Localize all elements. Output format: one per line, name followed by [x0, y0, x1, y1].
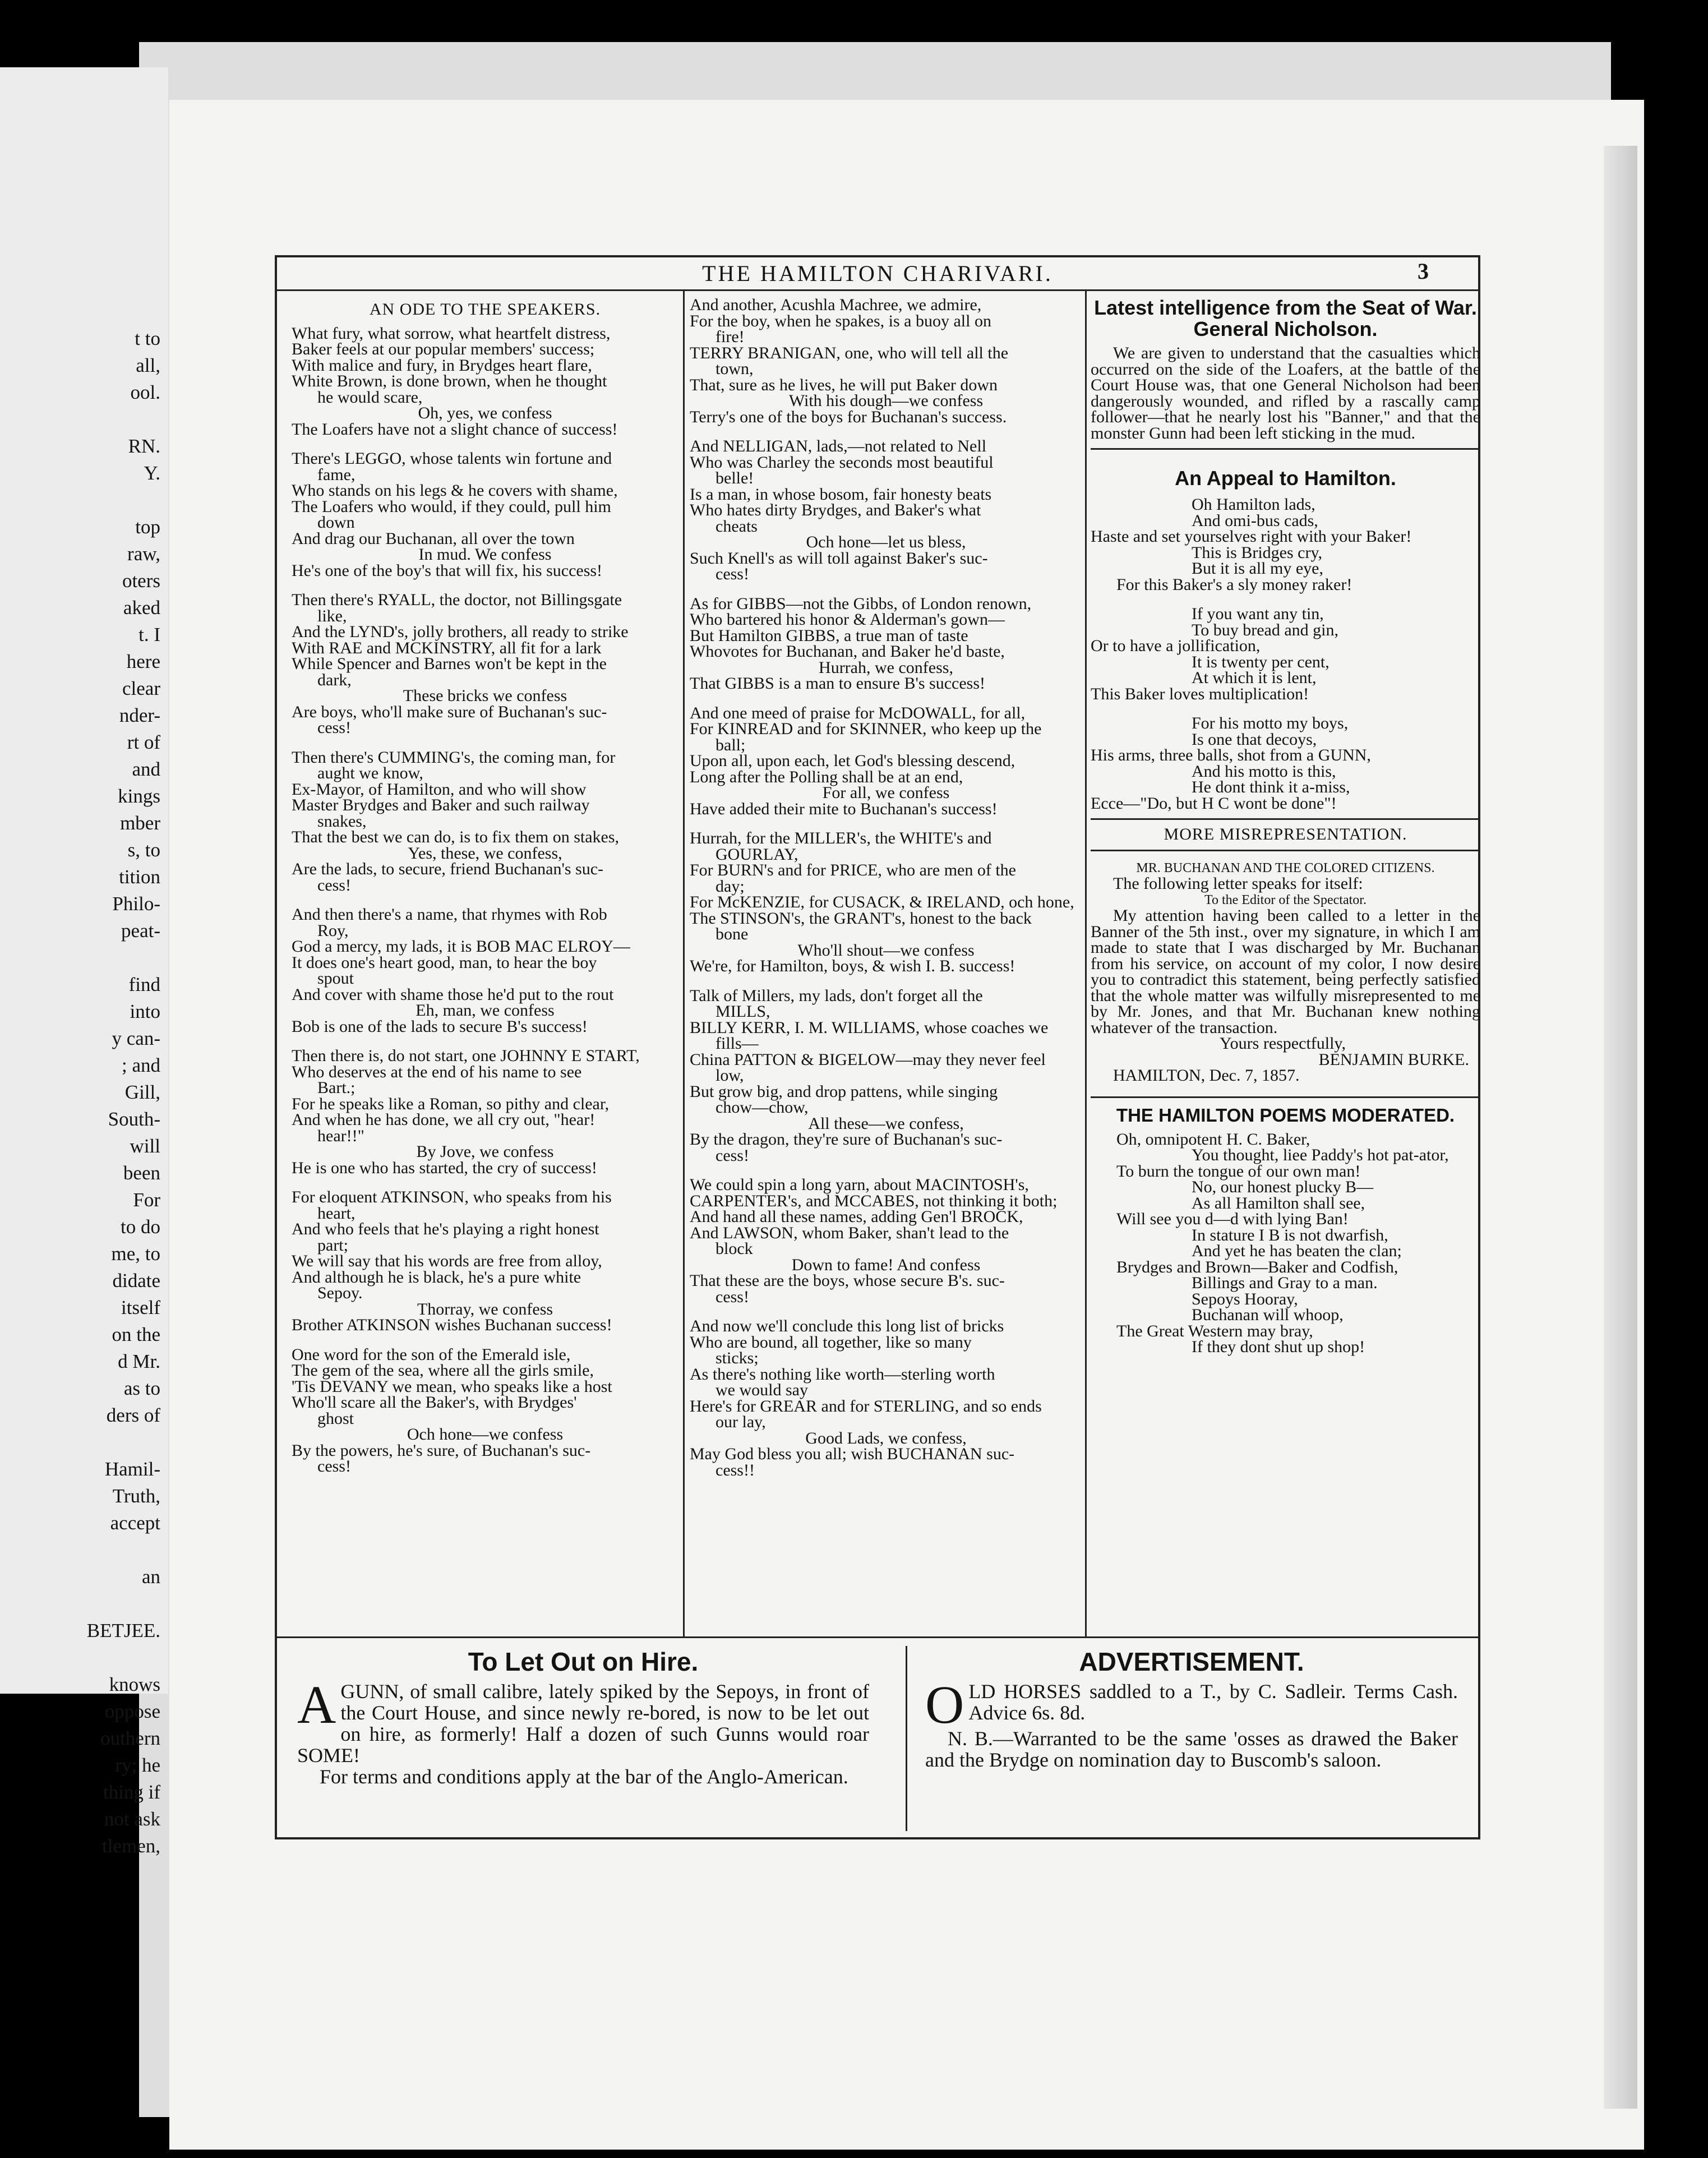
horse-ad [925, 1646, 1458, 1770]
verse-line: While Spencer and Barnes won't be kept in the [292, 654, 607, 673]
fragment-line: s, to [127, 839, 160, 861]
verse-line: Talk of Millers, my lads, don't forget all the [690, 986, 983, 1005]
verse-line: ghost [317, 1409, 354, 1428]
advertisements [297, 1646, 1475, 1828]
page-edge-shadow [1604, 146, 1637, 2109]
verse-line: This is Bridges cry, [1192, 543, 1323, 562]
verse-line: low, [715, 1066, 744, 1085]
verse-line: Och hone—let us bless, [806, 533, 966, 551]
misrep-heading: MORE MISREPRESENTATION. [1164, 825, 1407, 843]
fragment-line: ry; he [115, 1754, 160, 1776]
fragment-line: Philo- [112, 893, 160, 915]
verse-line: Is a man, in whose bosom, fair honesty beats [690, 485, 992, 504]
verse-line: China PATTON & BIGELOW—may they never feel [690, 1050, 1046, 1069]
fragment-line [0, 1644, 168, 1671]
verse-line: The STINSON's, the GRANT's, honest to the back [690, 909, 1032, 928]
hire-text: GUNN, of small calibre, lately spiked by the Sepoys, in front of the Court House, and since newly re-bored, is now to be let out on hire, as formerly! Half a dozen of such Gunns would roar SOME! [297, 1680, 869, 1767]
verse-line: spout [317, 969, 354, 988]
verse-line: And yet he has beaten the clan; [1192, 1242, 1402, 1260]
verse-line: In mud. We confess [418, 545, 552, 564]
ode-continued-column [690, 297, 1082, 1478]
fragment-line: nder- [119, 704, 160, 726]
column-rule-2 [1085, 290, 1087, 1636]
verse-line: For this Baker's a sly money raker! [1116, 575, 1352, 594]
verse-line: Thorray, we confess [417, 1299, 553, 1318]
fragment-line: been [123, 1162, 160, 1184]
fragment-line: on the [112, 1324, 160, 1345]
fragment-line: aked [123, 597, 160, 619]
verse-line: No, our honest plucky B— [1192, 1178, 1374, 1196]
verse-line: And his motto is this, [1192, 762, 1336, 781]
verse-line: And cover with shame those he'd put to the rout [292, 985, 614, 1004]
verse-line: fire! [715, 328, 745, 346]
verse-line: cess! [715, 565, 749, 583]
appeal-heading: An Appeal to Hamilton. [1175, 467, 1396, 490]
verse-line: Hurrah, we confess, [819, 658, 953, 677]
verse-line: Brydges and Brown—Baker and Codfish, [1116, 1257, 1398, 1276]
verse-line: part; [317, 1235, 348, 1255]
verse-line: One word for the son of the Emerald isle, [292, 1345, 571, 1364]
verse-line: And the LYND's, jolly brothers, all ready to strike [292, 622, 629, 641]
verse-line: Whovotes for Buchanan, and Baker he'd baste, [690, 642, 1005, 661]
poems-moderated [1091, 1105, 1480, 1355]
fragment-line: to do [121, 1216, 160, 1238]
verse-line: The Loafers who would, if they could, pull him [292, 497, 611, 516]
verse-line: He is one who has started, the cry of success! [292, 1158, 597, 1177]
verse-line: Who hates dirty Brydges, and Baker's what [690, 501, 981, 519]
verse-line: Have added their mite to Buchanan's success! [690, 799, 998, 818]
verse-line: we would say [715, 1381, 808, 1399]
verse-line: bone [715, 925, 749, 943]
verse-line: And NELLIGAN, lads,—not related to Nell [690, 437, 987, 455]
verse-line: White Brown, is done brown, when he thought [292, 372, 607, 390]
ode-continued-verses [690, 297, 1082, 1478]
verse-line: And then there's a name, that rhymes with Rob [292, 905, 607, 924]
verse-line: Roy, [317, 921, 349, 940]
verse-line: Oh Hamilton lads, [1192, 495, 1315, 514]
verse-line: cess! [715, 1146, 749, 1165]
verse-line: The gem of the sea, where all the girls smile, [292, 1361, 594, 1380]
fragment-line: ders of [106, 1404, 160, 1426]
page-number: 3 [1418, 259, 1429, 284]
verse-line: Eh, man, we confess [416, 1001, 555, 1020]
misrepresentation-letter [1091, 827, 1480, 1084]
verse-line: What fury, what sorrow, what heartfelt distress, [292, 324, 611, 343]
verse-line: Sepoys Hooray, [1192, 1289, 1298, 1308]
verse-line: Who was Charley the seconds most beautiful [690, 453, 994, 472]
ads-column-rule [906, 1646, 907, 1831]
poems-heading: THE HAMILTON POEMS MODERATED. [1116, 1104, 1455, 1126]
fragment-line: oters [122, 570, 160, 592]
verse-line: he would scare, [317, 388, 423, 407]
verse-line: For his motto my boys, [1192, 714, 1349, 732]
fragment-line: here [126, 651, 160, 672]
misrep-salutation: To the Editor of the Spectator. [1204, 892, 1367, 907]
ads-top-rule [276, 1636, 1479, 1638]
verse-line: Och hone—we confess [407, 1425, 564, 1444]
advert-body [925, 1675, 1458, 1735]
verse-line: The Loafers have not a slight chance of success! [292, 419, 618, 439]
verse-line: He dont think it a-miss, [1192, 778, 1350, 796]
hire-body [297, 1675, 869, 1767]
fragment-line: itself [121, 1297, 160, 1318]
verse-line: chow—chow, [715, 1098, 809, 1117]
fragment-line: raw, [127, 543, 160, 565]
verse-line: sticks; [715, 1349, 759, 1367]
advert-dropcap: O [925, 1675, 964, 1735]
fragment-line: clear [122, 677, 160, 699]
verse-line: And although he is black, he's a pure white [292, 1267, 581, 1286]
verse-line: These bricks we confess [403, 686, 567, 705]
fragment-line: South- [108, 1108, 160, 1130]
left-page-text [0, 325, 168, 1860]
verse-line: Bob is one of the lads to secure B's success! [292, 1017, 588, 1036]
verse-line: Baker feels at our popular members' success; [292, 340, 595, 358]
verse-line: And now we'll conclude this long list of bricks [690, 1317, 1004, 1335]
verse-line: By Jove, we confess [416, 1142, 554, 1161]
advert-text: LD HORSES saddled to a T., by C. Sadleir. Terms Cash. Advice 6s. 8d. [968, 1680, 1458, 1724]
fragment-line: Truth, [112, 1485, 160, 1507]
fragment-line: t. I [139, 624, 160, 645]
verse-line: Here's for GREAR and for STERLING, and so ends [690, 1396, 1042, 1415]
verse-line: heart, [317, 1204, 356, 1223]
appeal-verses [1091, 497, 1480, 811]
verse-line: For eloquent ATKINSON, who speaks from his [292, 1188, 612, 1206]
verse-line: By the dragon, they're sure of Buchanan's suc- [690, 1130, 1003, 1149]
war-body: We are given to understand that the casualties which occurred on the side of the Loafers, at the battle of the Court House was, that one General Nicholson had been dangerously wounded, and rifled by a rascally camp follower—that he nearly lost his "Banner," and that the monster Gunn had been left sticking in the mud. [1091, 344, 1480, 442]
fragment-line: ; and [121, 1054, 160, 1076]
verse-line: Then there's CUMMING's, the coming man, for [292, 748, 616, 767]
verse-line: He's one of the boy's that will fix, his success! [292, 561, 603, 580]
divider [1091, 1096, 1480, 1098]
verse-line: TERRY BRANIGAN, one, who will tell all the [690, 343, 1009, 362]
fragment-line: tlemen, [102, 1835, 160, 1857]
fragment-line: Y. [144, 462, 160, 484]
verse-line: Billings and Gray to a man. [1192, 1274, 1378, 1292]
ode-verses [292, 326, 678, 1475]
divider [1091, 448, 1480, 450]
verse-line: As there's nothing like worth—sterling worth [690, 1364, 995, 1384]
misrep-dateline: HAMILTON, Dec. 7, 1857. [1113, 1066, 1300, 1085]
fragment-line: not ask [104, 1808, 160, 1830]
fragment-line: thing if [103, 1781, 160, 1803]
verse-line: If you want any tin, [1192, 605, 1324, 623]
verse-line: To buy bread and gin, [1192, 620, 1339, 639]
war-article [1091, 297, 1480, 441]
stanza-break [690, 692, 1082, 706]
column-rule-1 [683, 290, 685, 1636]
fragment-line [0, 406, 168, 433]
verse-line: For he speaks like a Roman, so pithy and clear, [292, 1094, 610, 1113]
verse-line: His arms, three balls, shot from a GUNN, [1091, 746, 1371, 764]
verse-line: There's LEGGO, whose talents win fortune and [292, 449, 612, 468]
misrep-intro: The following letter speaks for itself: [1113, 874, 1363, 893]
verse-line: Ecce—"Do, but H C wont be done"! [1091, 794, 1337, 813]
stanza-break [292, 736, 678, 750]
verse-line: Are the lads, to secure, friend Buchanan's suc- [292, 860, 604, 878]
war-subheading: General Nicholson. [1193, 317, 1378, 340]
verse-line: With RAE and MCKINSTRY, all fit for a lark [292, 638, 602, 657]
verse-line: We could spin a long yarn, about MACINTOSH's, [690, 1175, 1029, 1194]
fragment-line: BETJEE. [86, 1620, 160, 1641]
verse-line: Who deserves at the end of his name to see [292, 1062, 582, 1081]
verse-line: cess! [317, 718, 351, 737]
verse-line: And drag our Buchanan, all over the town [292, 529, 575, 548]
stanza-break [690, 975, 1082, 988]
verse-line: Haste and set yourselves right with your Baker! [1091, 527, 1412, 546]
verse-line: And who feels that he's playing a right honest [292, 1220, 599, 1238]
verse-line: We're, for Hamilton, boys, & wish I. B. success! [690, 957, 1015, 975]
fragment-line: t to [135, 328, 160, 349]
misrep-body: My attention having been called to a letter in the Banner of the 5th inst., over my signature, in which I am made to state that I was discharged by Mr. Buchanan from his service, on account of my color, I now desire you to contradict this statement, being perfectly satisfied that the whole matter was wilfully misrepresented to me by Mr. Jones, and that Mr. Buchanan knew nothing whatever of the transaction. [1091, 906, 1480, 1037]
misrep-closing: Yours respectfully, [1220, 1034, 1346, 1053]
verse-line: Then there is, do not start, one JOHNNY E START, [292, 1046, 640, 1065]
verse-line: Master Brydges and Baker and such railway [292, 796, 590, 814]
verse-line: And omi-bus cads, [1192, 511, 1318, 530]
hire-terms: For terms and conditions apply at the bar of the Anglo-American. [320, 1765, 848, 1788]
verse-line: ball; [715, 735, 746, 754]
fragment-line: me, to [111, 1243, 160, 1265]
fragment-line: find [128, 974, 160, 995]
fragment-line: kings [118, 785, 160, 807]
war-heading: Latest intelligence from the Seat of War. [1094, 296, 1477, 319]
verse-line: Are boys, who'll make sure of Buchanan's suc- [292, 702, 607, 721]
fragment-line: into [130, 1000, 160, 1022]
fragment-line: ool. [130, 381, 160, 403]
verse-line: cheats [715, 517, 758, 536]
fragment-line: didate [112, 1270, 160, 1292]
newspaper-title: THE HAMILTON CHARIVARI. [702, 261, 1053, 286]
verse-line: Or to have a jollification, [1091, 637, 1261, 655]
verse-line: Brother ATKINSON wishes Buchanan success! [292, 1316, 612, 1334]
verse-line: BILLY KERR, I. M. WILLIAMS, whose coaches we [690, 1018, 1049, 1037]
verse-line: town, [715, 359, 754, 378]
misrep-subheading: MR. BUCHANAN AND THE COLORED CITIZENS. [1136, 860, 1435, 875]
verse-line: snakes, [317, 811, 367, 831]
advert-note: N. B.—Warranted to be the same 'osses as drawed the Baker and the Brydge on nomination day to Buscomb's saloon. [925, 1727, 1458, 1771]
verse-line: aught we know, [317, 764, 423, 782]
fragment-line: an [141, 1566, 160, 1588]
verse-line: fills— [715, 1034, 759, 1053]
verse-line: Terry's one of the boys for Buchanan's success. [690, 407, 1007, 426]
verse-line: belle! [715, 469, 754, 487]
verse-line: Who'll scare all the Baker's, with Brydges' [292, 1393, 577, 1412]
verse-line: For the boy, when he spakes, is a buoy all on [690, 311, 991, 330]
verse-line: hear!!" [317, 1126, 364, 1145]
verse-line: Sepoy. [317, 1284, 363, 1302]
fragment-line: rt of [127, 731, 160, 753]
ode-heading: AN ODE TO THE SPEAKERS. [369, 300, 601, 319]
verse-line: And one meed of praise for McDOWALL, for all, [690, 703, 1026, 722]
verse-line: By the powers, he's sure, of Buchanan's suc- [292, 1441, 591, 1460]
verse-line: cess! [317, 875, 351, 894]
fragment-line: tition [119, 866, 160, 888]
divider [1091, 850, 1480, 851]
hire-ad [297, 1646, 869, 1787]
verse-line: And when he has done, we all cry out, "hear! [292, 1110, 596, 1129]
verse-line: fame, [317, 465, 356, 484]
verse-line: To burn the tongue of our own man! [1116, 1161, 1361, 1181]
verse-line: Is one that decoys, [1192, 730, 1317, 749]
verse-line: like, [317, 606, 347, 625]
fragment-line [0, 1537, 168, 1564]
verse-line: The Great Western may bray, [1116, 1321, 1313, 1340]
verse-line: But it is all my eye, [1192, 559, 1323, 578]
verse-line: Will see you d—d with lying Ban! [1116, 1210, 1349, 1228]
verse-line: As all Hamilton shall see, [1192, 1193, 1365, 1212]
fragment-line: RN. [128, 435, 160, 457]
verse-line: In stature I B is not dwarfish, [1192, 1225, 1388, 1244]
verse-line: down [317, 513, 355, 532]
fragment-line [0, 1429, 168, 1456]
fragment-line: oppose [104, 1700, 160, 1722]
verse-line: Who stands on his legs & he covers with shame, [292, 481, 618, 500]
fragment-line: knows [109, 1673, 160, 1695]
divider [1091, 818, 1480, 820]
verse-line: cess!! [715, 1460, 755, 1479]
ode-column [292, 302, 678, 1475]
verse-line: With his dough—we confess [788, 391, 984, 410]
appeal-poem [1091, 468, 1480, 811]
verse-line: And LAWSON, whom Baker, shan't lead to the [690, 1223, 1009, 1242]
verse-line: We will say that his words are free from alloy, [292, 1252, 602, 1270]
hire-heading: To Let Out on Hire. [468, 1647, 699, 1676]
verse-line: Hurrah, for the MILLER's, the WHITE's and [690, 829, 992, 847]
advert-heading: ADVERTISEMENT. [1079, 1647, 1304, 1676]
verse-line: You thought, liee Paddy's hot pat-ator, [1192, 1146, 1449, 1164]
verse-line: Yes, these, we confess, [408, 843, 562, 863]
fragment-line: Gill, [124, 1081, 160, 1103]
verse-line: But Hamilton GIBBS, a true man of taste [690, 626, 968, 645]
misrep-signature: BENJAMIN BURKE. [1318, 1050, 1469, 1069]
verse-line: MILLS, [715, 1002, 770, 1021]
verse-line: Oh, yes, we confess [418, 404, 552, 422]
verse-line: God a mercy, my lads, it is BOB MAC ELROY— [292, 937, 630, 956]
fragment-line [0, 944, 168, 971]
fragment-line: Hamil- [104, 1458, 160, 1480]
fragment-line: outhern [100, 1727, 160, 1749]
verse-line: It does one's heart good, man, to hear the boy [292, 953, 597, 972]
verse-line: cess! [715, 1287, 749, 1306]
fragment-line: For [133, 1189, 160, 1211]
verse-line: cess! [317, 1457, 351, 1475]
verse-line: For all, we confess [822, 783, 950, 802]
verse-line: May God bless you all; wish BUCHANAN suc- [690, 1445, 1015, 1463]
verse-line: Ex-Mayor, of Hamilton, and who will show [292, 780, 587, 799]
verse-line: Such Knell's as will toll against Baker's suc- [690, 548, 988, 568]
verse-line: day; [715, 877, 745, 896]
verse-line: That the best we can do, is to fix them on stakes, [292, 828, 620, 846]
verse-line: This Baker loves multiplication! [1091, 684, 1309, 703]
verse-line: For KINREAD and for SKINNER, who keep up the [690, 720, 1042, 738]
verse-line: Buchanan will whoop, [1192, 1306, 1344, 1324]
verse-line: It is twenty per cent, [1192, 652, 1330, 671]
verse-line: Then there's RYALL, the doctor, not Billingsgate [292, 591, 622, 609]
verse-line: But grow big, and drop pattens, while singing [690, 1082, 998, 1101]
verse-line: Bart.; [317, 1078, 356, 1097]
verse-line: Oh, omnipotent H. C. Baker, [1116, 1129, 1310, 1149]
verse-line: With malice and fury, in Brydges heart flare, [292, 356, 592, 375]
verse-line: At which it is lent, [1192, 668, 1317, 687]
fragment-line [0, 487, 168, 514]
verse-line: GOURLAY, [715, 845, 798, 864]
fragment-line: accept [110, 1512, 160, 1534]
verse-line: dark, [317, 670, 352, 689]
fragment-line: and [132, 758, 160, 780]
fragment-line: mber [120, 812, 160, 834]
verse-line: And another, Acushla Machree, we admire, [690, 296, 982, 314]
verse-line: our lay, [715, 1413, 766, 1431]
verse-line: If they dont shut up shop! [1192, 1338, 1365, 1356]
verse-line: For McKENZIE, for CUSACK, & IRELAND, och hone, [690, 893, 1074, 911]
fragment-line: all, [136, 354, 160, 376]
poems-verses [1091, 1129, 1480, 1356]
hire-dropcap: A [297, 1675, 336, 1735]
fragment-line: as to [123, 1377, 160, 1399]
verse-line: Down to fame! And confess [791, 1255, 981, 1274]
fragment-line [0, 1590, 168, 1617]
left-page-fragment [0, 67, 168, 1857]
fragment-line: top [135, 516, 160, 538]
running-header [276, 257, 1479, 291]
stanza-break [690, 583, 1082, 596]
fragment-line: will [130, 1135, 160, 1157]
verse-line: Upon all, upon each, let God's blessing descend, [690, 751, 1015, 770]
stanza-break [292, 1334, 678, 1347]
verse-line: As for GIBBS—not the Gibbs, of London renown, [690, 594, 1032, 613]
fragment-line: peat- [121, 920, 160, 942]
verse-line: block [715, 1239, 753, 1258]
fragment-line: d Mr. [118, 1350, 160, 1372]
verse-line: 'Tis DEVANY we mean, who speaks like a host [292, 1377, 612, 1396]
fragment-line: y can- [112, 1027, 160, 1049]
verse-line: That these are the boys, whose secure B's. suc- [690, 1271, 1005, 1290]
verse-line: That, sure as he lives, he will put Baker down [690, 375, 998, 394]
verse-line: Long after the Polling shall be at an end, [690, 767, 963, 786]
verse-line: Who are bound, all together, like so many [690, 1332, 972, 1352]
verse-line: Who'll shout—we confess [797, 940, 975, 960]
verse-line: Good Lads, we confess, [805, 1428, 967, 1447]
verse-line: CARPENTER's, and MCCABES, not thinking it both; [690, 1191, 1058, 1210]
verse-line: For BURN's and for PRICE, who are men of the [690, 861, 1016, 879]
verse-line: That GIBBS is a man to ensure B's success! [690, 674, 985, 693]
verse-line: All these—we confess, [808, 1114, 964, 1133]
verse-line: Who bartered his honor & Alderman's gown— [690, 610, 1005, 629]
news-column [1091, 297, 1480, 1355]
verse-line: And hand all these names, adding Gen'l BROCK, [690, 1207, 1023, 1226]
